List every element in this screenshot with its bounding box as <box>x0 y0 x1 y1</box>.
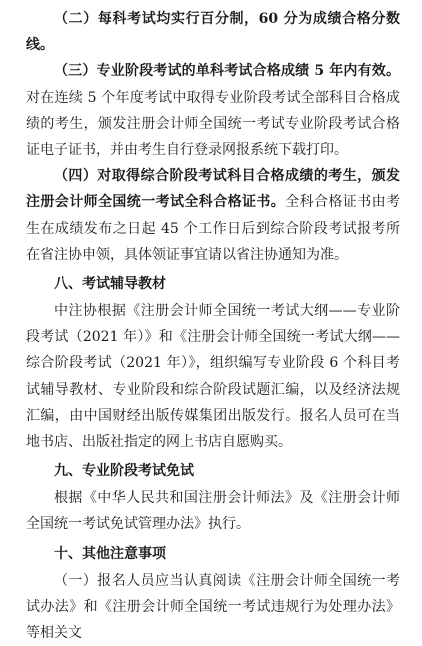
paragraph-certificate <box>26 163 400 268</box>
paragraph-certificate-text: 全科合格证书由考生在成绩发布之日起 45 个工作日后到综合阶段考试报考所在省注协申领，具体领证事宜请以省注协通知为准。 <box>26 194 401 263</box>
section-body-exemption: 根据《中华人民共和国注册会计师法》及《注册会计师全国统一考试免试管理办法》执行。 <box>26 490 400 533</box>
section-heading-materials: 八、考试辅导教材 <box>54 276 166 293</box>
section-body-materials: 中注协根据《注册会计师全国统一考试大纲——专业阶段考试（2021 年）》和《注册会计师全国统一考试大纲——综合阶段考试（2021 年）》，组织编写专业阶段 6 个科目考试辅导教材、专业阶段和综合阶段试题汇编，以及经济法规汇编，由中国财经出版传媒集团出版发行。报名人员可在当地书店、出版社指定的网上书店自愿购买。 <box>26 303 400 451</box>
paragraph-scoring-bold: （二）每科考试均实行百分制，60 分为成绩合格分数线。 <box>26 11 400 54</box>
paragraph-validity-text: 对在连续 5 个年度考试中取得专业阶段考试全部科目合格成绩的考生，颁发注册会计师全国统一考试专业阶段考试合格证电子证书，并由考生自行登录网报系统下载打印。 <box>26 89 400 159</box>
section-heading-exemption: 九、专业阶段考试免试 <box>54 463 194 480</box>
paragraph-certificate-bold: （四）对取得综合阶段考试科目合格成绩的考生，颁发注册会计师全国统一考试全科合格证书。 <box>26 168 400 211</box>
paragraph-validity <box>26 58 400 163</box>
paragraph-validity-bold: （三）专业阶段考试的单科考试合格成绩 5 年内有效。 <box>54 63 400 80</box>
section-body-other-notes: （一）报名人员应当认真阅读《注册会计师全国统一考试办法》和《注册会计师全国统一考试违规行为处理办法》等相关文 <box>26 572 400 642</box>
paragraph-scoring <box>26 6 400 58</box>
section-heading-other-notes: 十、其他注意事项 <box>54 545 166 562</box>
